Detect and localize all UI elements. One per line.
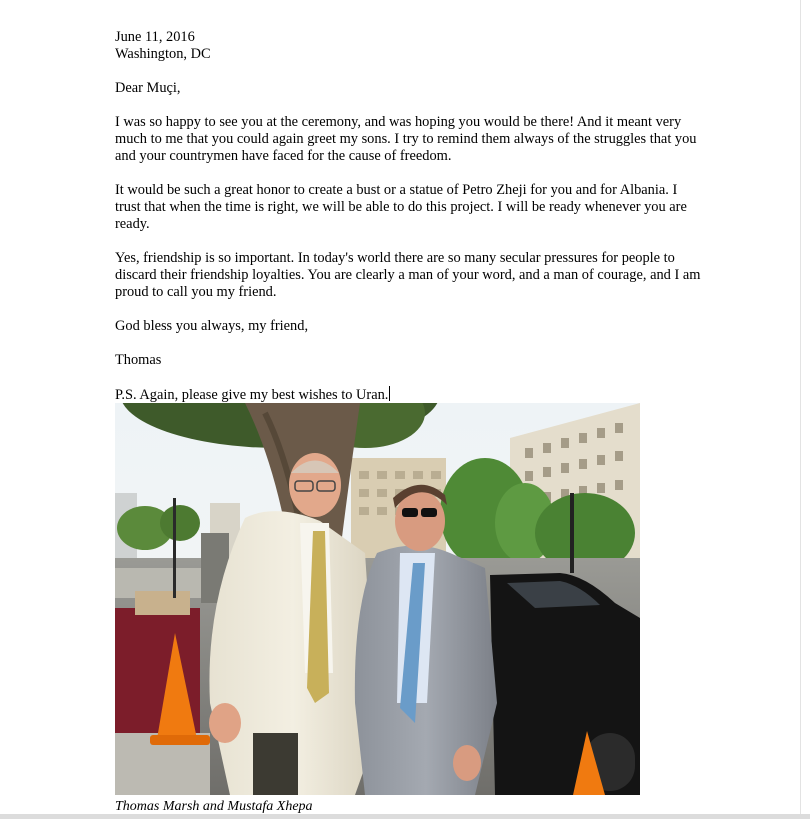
letter-body [115,29,705,404]
letter-date: June 11, 2016 [115,29,195,45]
photo-caption: Thomas Marsh and Mustafa Xhepa [115,799,313,814]
letter-closing: God bless you always, my friend, [115,318,309,334]
letter-postscript: P.S. Again, please give my best wishes to Uran. [115,387,389,403]
letter-postscript-line[interactable] [115,386,705,404]
letter-paragraph-1: I was so happy to see you at the ceremony, and was hoping you would be there! And it meant very much to me that you could again greet my sons. I try to remind them always of the struggles that you and your countrymen have faced for the cause of freedom. [115,114,697,164]
letter-paragraph-3: Yes, friendship is so important. In today's world there are so many secular pressures for people to discard their friendship loyalties. You are clearly a man of your word, and a man of courage, and I am proud to call you my friend. [115,250,701,300]
photo [115,403,640,795]
page-bottom-edge [0,814,810,819]
letter-salutation: Dear Muçi, [115,80,181,96]
text-cursor [389,386,390,401]
letter-place: Washington, DC [115,46,211,62]
letter-signature: Thomas [115,352,162,368]
letter-paragraph-2: It would be such a great honor to create a bust or a statue of Petro Zheji for you and for Albania. I trust that when the time is right, we will be able to do this project. I will be ready whenever you are ready. [115,182,687,232]
